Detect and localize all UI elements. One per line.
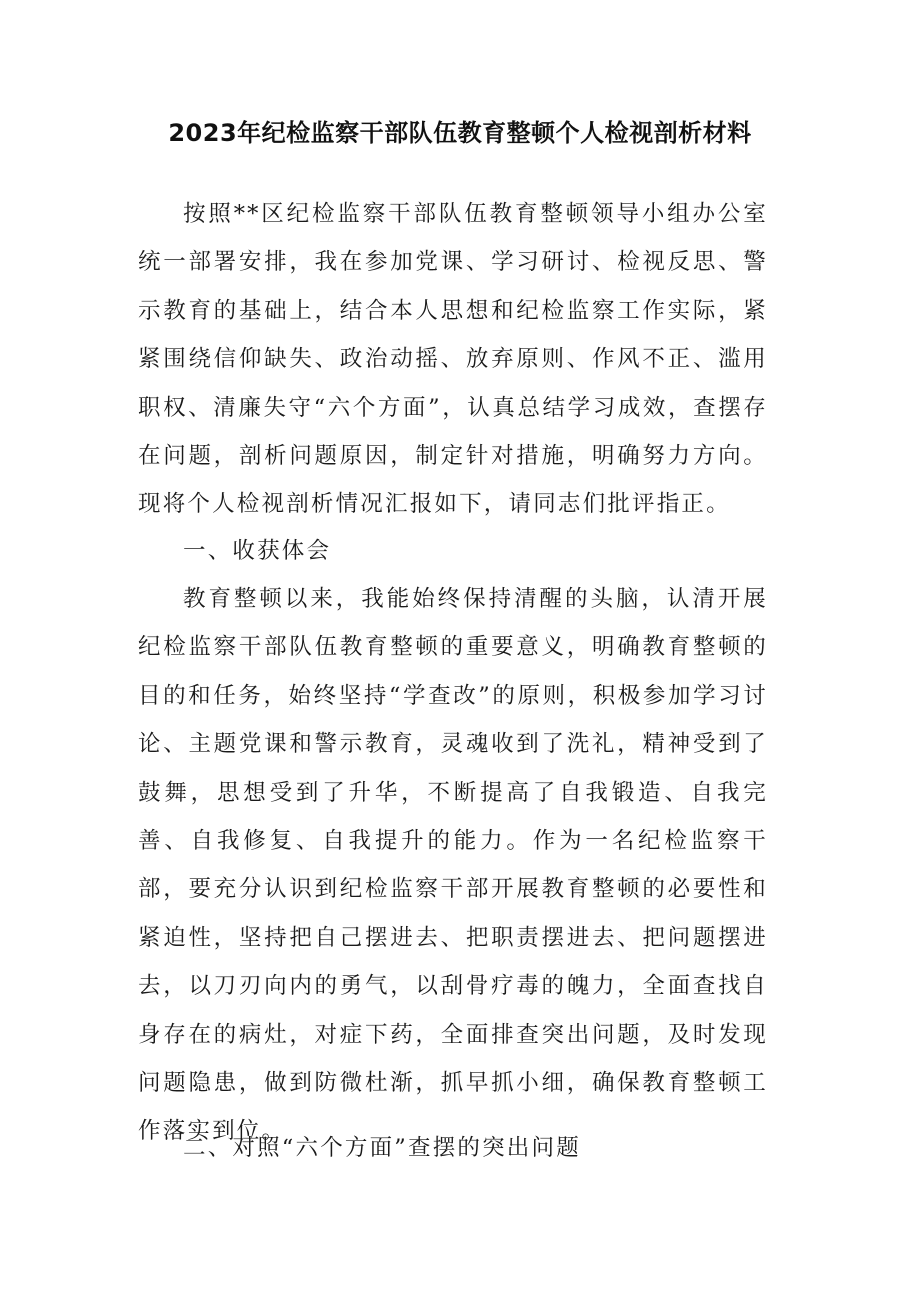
section-heading-2: 二、对照“六个方面”查摆的突出问题 [183, 1135, 581, 1161]
document-title: 2023年纪检监察干部队伍教育整顿个人检视剖析材料 [168, 119, 752, 147]
intro-paragraph: 按照**区纪检监察干部队伍教育整顿领导小组办公室统一部署安排，我在参加党课、学习研讨、检视反思、警示教育的基础上，结合本人思想和纪检监察工作实际，紧紧围绕信仰缺失、政治动摇、放弃原则、作风不正、滥用职权、清廉失守“六个方面”，认真总结学习成效，查摆存在问题，剖析问题原因，制定针对措施，明确努力方向。现将个人检视剖析情况汇报如下，请同志们批评指正。 [138, 201, 768, 518]
section-1-paragraph: 教育整顿以来，我能始终保持清醒的头脑，认清开展纪检监察干部队伍教育整顿的重要意义，明确教育整顿的目的和任务，始终坚持“学查改”的原则，积极参加学习讨论、主题党课和警示教育，灵魂收到了洗礼，精神受到了鼓舞，思想受到了升华，不断提高了自我锻造、自我完善、自我修复、自我提升的能力。作为一名纪检监察干部，要充分认识到纪检监察干部开展教育整顿的必要性和紧迫性，坚持把自己摆进去、把职责摆进去、把问题摆进去，以刀刃向内的勇气，以刮骨疗毒的魄力，全面查找自身存在的病灶，对症下药，全面排查突出问题，及时发现问题隐患，做到防微杜渐，抓早抓小细，确保教育整顿工作落实到位。 [138, 586, 768, 1145]
section-heading-1: 一、收获体会 [183, 538, 332, 564]
